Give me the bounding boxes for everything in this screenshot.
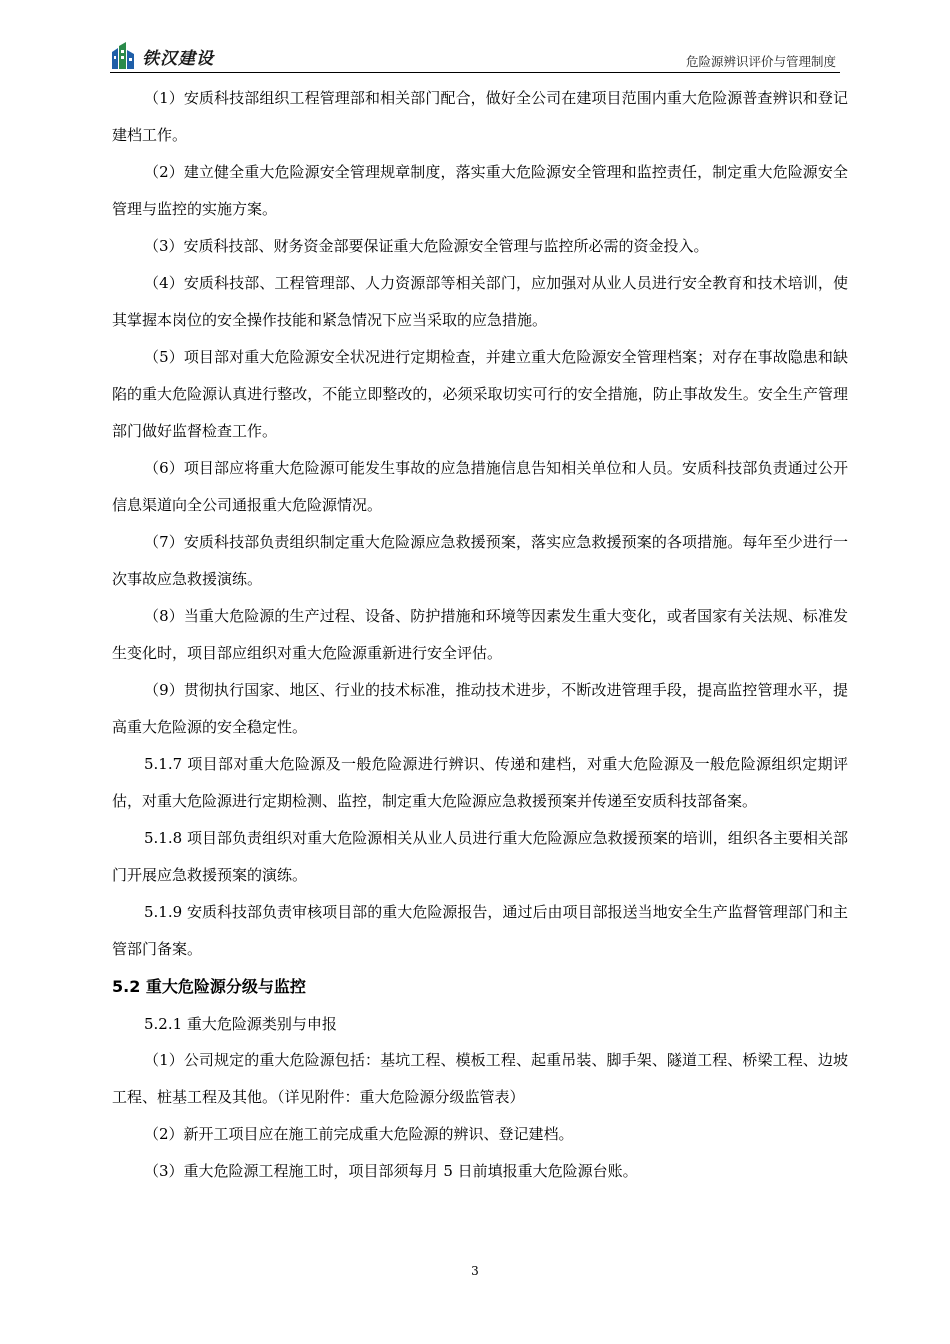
section-heading: 5.2 重大危险源分级与监控 [112,977,306,996]
paragraph-item-6: （6）项目部应将重大危险源可能发生事故的应急措施信息告知相关单位和人员。安质科技部负责通过公开信息渠道向全公司通报重大危险源情况。 [112,459,848,514]
paragraph-item-2: （2）建立健全重大危险源安全管理规章制度，落实重大危险源安全管理和监控责任，制定重大危险源安全管理与监控的实施方案。 [112,163,848,218]
paragraph-item-7: （7）安质科技部负责组织制定重大危险源应急救援预案，落实应急救援预案的各项措施。每年至少进行一次事故应急救援演练。 [112,533,848,588]
section-item-2: （2）新开工项目应在施工前完成重大危险源的辨识、登记建档。 [144,1125,574,1143]
paragraph-item-5: （5）项目部对重大危险源安全状况进行定期检查，并建立重大危险源安全管理档案；对存在事故隐患和缺陷的重大危险源认真进行整改，不能立即整改的，必须采取切实可行的安全措施，防止事故发生。安全生产管理部门做好监督检查工作。 [112,348,848,440]
page-body [112,80,848,1190]
building-logo-icon [110,42,136,70]
subsection-heading: 5.2.1 重大危险源类别与申报 [144,1015,337,1033]
page-number: 3 [471,1264,479,1278]
paragraph-item-1: （1）安质科技部组织工程管理部和相关部门配合，做好全公司在建项目范围内重大危险源普查辨识和登记建档工作。 [112,89,848,144]
company-logo [110,42,214,70]
paragraph-item-3: （3）安质科技部、财务资金部要保证重大危险源安全管理与监控所必需的资金投入。 [144,237,709,255]
paragraph-item-9: （9）贯彻执行国家、地区、行业的技术标准，推动技术进步，不断改进管理手段，提高监控管理水平，提高重大危险源的安全稳定性。 [112,681,848,736]
clause-5-1-7: 5.1.7 项目部对重大危险源及一般危险源进行辨识、传递和建档，对重大危险源及一般危险源组织定期评估，对重大危险源进行定期检测、监控，制定重大危险源应急救援预案并传递至安质科技部备案。 [112,755,848,810]
document-title: 危险源辨识评价与管理制度 [685,54,836,69]
page-header [110,40,840,73]
paragraph-item-8: （8）当重大危险源的生产过程、设备、防护措施和环境等因素发生重大变化，或者国家有关法规、标准发生变化时，项目部应组织对重大危险源重新进行安全评估。 [112,607,848,662]
logo-text: 铁汉建设 [142,48,214,69]
clause-5-1-8: 5.1.8 项目部负责组织对重大危险源相关从业人员进行重大危险源应急救援预案的培训，组织各主要相关部门开展应急救援预案的演练。 [112,829,848,884]
paragraph-item-4: （4）安质科技部、工程管理部、人力资源部等相关部门，应加强对从业人员进行安全教育和技术培训，使其掌握本岗位的安全操作技能和紧急情况下应当采取的应急措施。 [112,274,848,329]
clause-5-1-9: 5.1.9 安质科技部负责审核项目部的重大危险源报告，通过后由项目部报送当地安全生产监督管理部门和主管部门备案。 [112,903,848,958]
section-item-1: （1）公司规定的重大危险源包括：基坑工程、模板工程、起重吊装、脚手架、隧道工程、桥梁工程、边坡工程、桩基工程及其他。（详见附件：重大危险源分级监管表） [112,1051,848,1106]
section-item-3: （3）重大危险源工程施工时，项目部须每月 5 日前填报重大危险源台账。 [144,1162,638,1180]
